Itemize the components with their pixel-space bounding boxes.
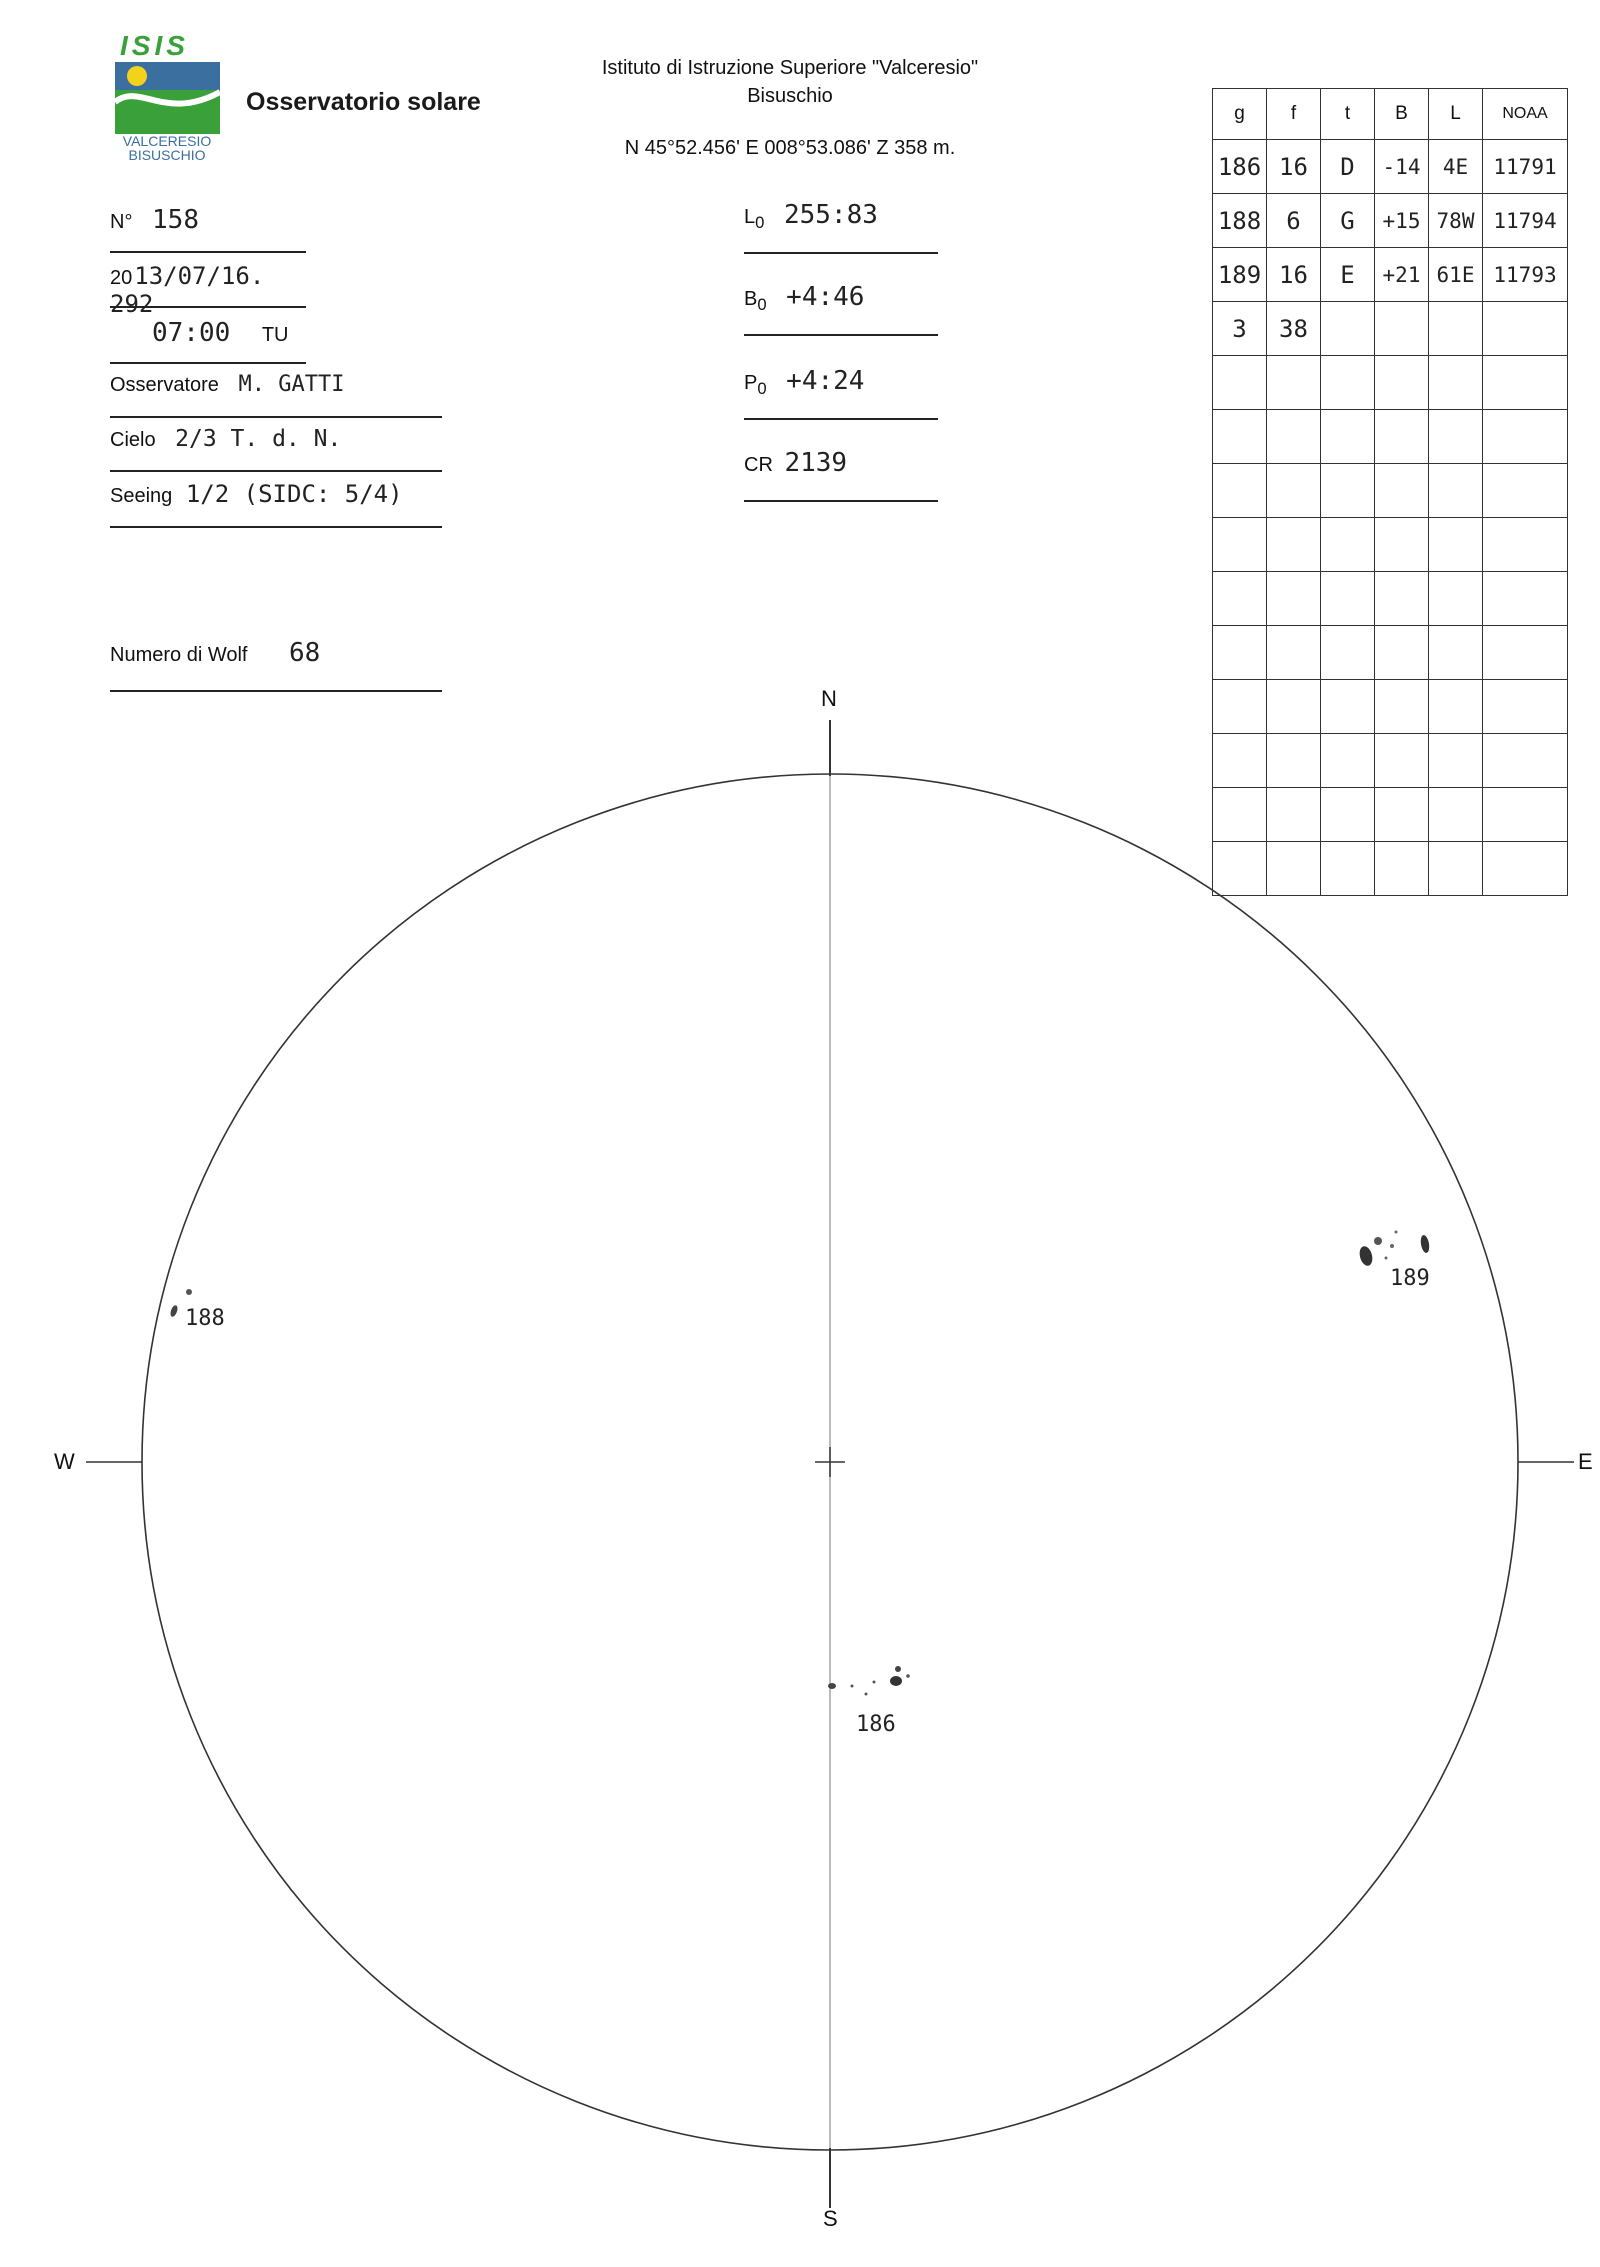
- cr-value: 2139: [784, 448, 848, 478]
- table-cell: 11794: [1483, 194, 1568, 248]
- cardinal-west: W: [54, 1449, 75, 1474]
- group-label-188: 188: [185, 1306, 225, 1331]
- cardinal-north: N: [821, 686, 837, 711]
- p0-label-letter: P: [744, 372, 758, 394]
- table-cell: 78W: [1429, 194, 1483, 248]
- time-unit: TU: [261, 324, 289, 346]
- time-value: 07:00: [152, 318, 231, 348]
- date-prefix: 20: [110, 267, 133, 289]
- l0-value: 255:83: [783, 200, 878, 230]
- seeing-value: 1/2 (SIDC: 5/4): [185, 480, 403, 508]
- table-cell: 38: [1267, 302, 1321, 356]
- table-cell: +15: [1375, 194, 1429, 248]
- cardinal-east: E: [1578, 1449, 1593, 1474]
- header-g: g: [1213, 89, 1267, 140]
- drawing-number-label: N°: [110, 211, 133, 233]
- sunspot-group-189: [1358, 1231, 1431, 1268]
- table-cell: 189: [1213, 248, 1267, 302]
- header-l: L: [1429, 89, 1483, 140]
- b0-label-letter: B: [744, 288, 758, 310]
- b0-label-sub: 0: [757, 295, 767, 314]
- logo-subtitle-line2: BISUSCHIO: [128, 147, 206, 163]
- observatory-coordinates: N 45°52.456' E 008°53.086' Z 358 m.: [624, 137, 956, 159]
- institute-line2: Bisuschio: [747, 85, 833, 107]
- cr-label: CR: [744, 454, 773, 476]
- header-t: t: [1321, 89, 1375, 140]
- sky-value: 2/3 T. d. N.: [175, 426, 342, 452]
- table-cell: 188: [1213, 194, 1267, 248]
- table-cell: D: [1321, 140, 1375, 194]
- table-cell: +21: [1375, 248, 1429, 302]
- group-label-186: 186: [856, 1712, 896, 1737]
- institute-line1: Istituto di Istruzione Superiore "Valceresio": [601, 57, 979, 79]
- table-cell: G: [1321, 194, 1375, 248]
- table-cell: 11791: [1483, 140, 1568, 194]
- observer-value: M. GATTI: [238, 372, 345, 397]
- header-noaa: NOAA: [1483, 89, 1568, 140]
- wolf-number-label: Numero di Wolf: [110, 644, 248, 666]
- isis-logo-text: ISIS: [120, 30, 189, 61]
- table-cell: 61E: [1429, 248, 1483, 302]
- l0-label-letter: L: [744, 206, 756, 228]
- header-f: f: [1267, 89, 1321, 140]
- table-cell: -14: [1375, 140, 1429, 194]
- seeing-label: Seeing: [110, 485, 173, 507]
- table-cell: 16: [1267, 248, 1321, 302]
- p0-label-sub: 0: [757, 379, 767, 398]
- sky-label: Cielo: [110, 429, 156, 451]
- cardinal-south: S: [823, 2206, 838, 2231]
- p0-value: +4:24: [786, 366, 865, 396]
- header-b: B: [1375, 89, 1429, 140]
- sunspot-group-186: [828, 1666, 910, 1696]
- table-cell: 6: [1267, 194, 1321, 248]
- table-cell: E: [1321, 248, 1375, 302]
- table-cell: 16: [1267, 140, 1321, 194]
- table-cell: 186: [1213, 140, 1267, 194]
- b0-value: +4:46: [786, 282, 865, 312]
- table-cell: 4E: [1429, 140, 1483, 194]
- date-value: 13/07/16. 292: [110, 262, 265, 318]
- observatory-title: Osservatorio solare: [246, 88, 481, 116]
- logo-subtitle-line1: VALCERESIO: [122, 133, 212, 149]
- observer-label: Osservatore: [110, 374, 219, 396]
- drawing-number-value: 158: [152, 205, 199, 235]
- l0-label-sub: 0: [755, 213, 765, 232]
- group-label-189: 189: [1390, 1266, 1430, 1291]
- wolf-number-value: 68: [289, 638, 321, 668]
- table-cell: 3: [1213, 302, 1267, 356]
- table-cell: 11793: [1483, 248, 1568, 302]
